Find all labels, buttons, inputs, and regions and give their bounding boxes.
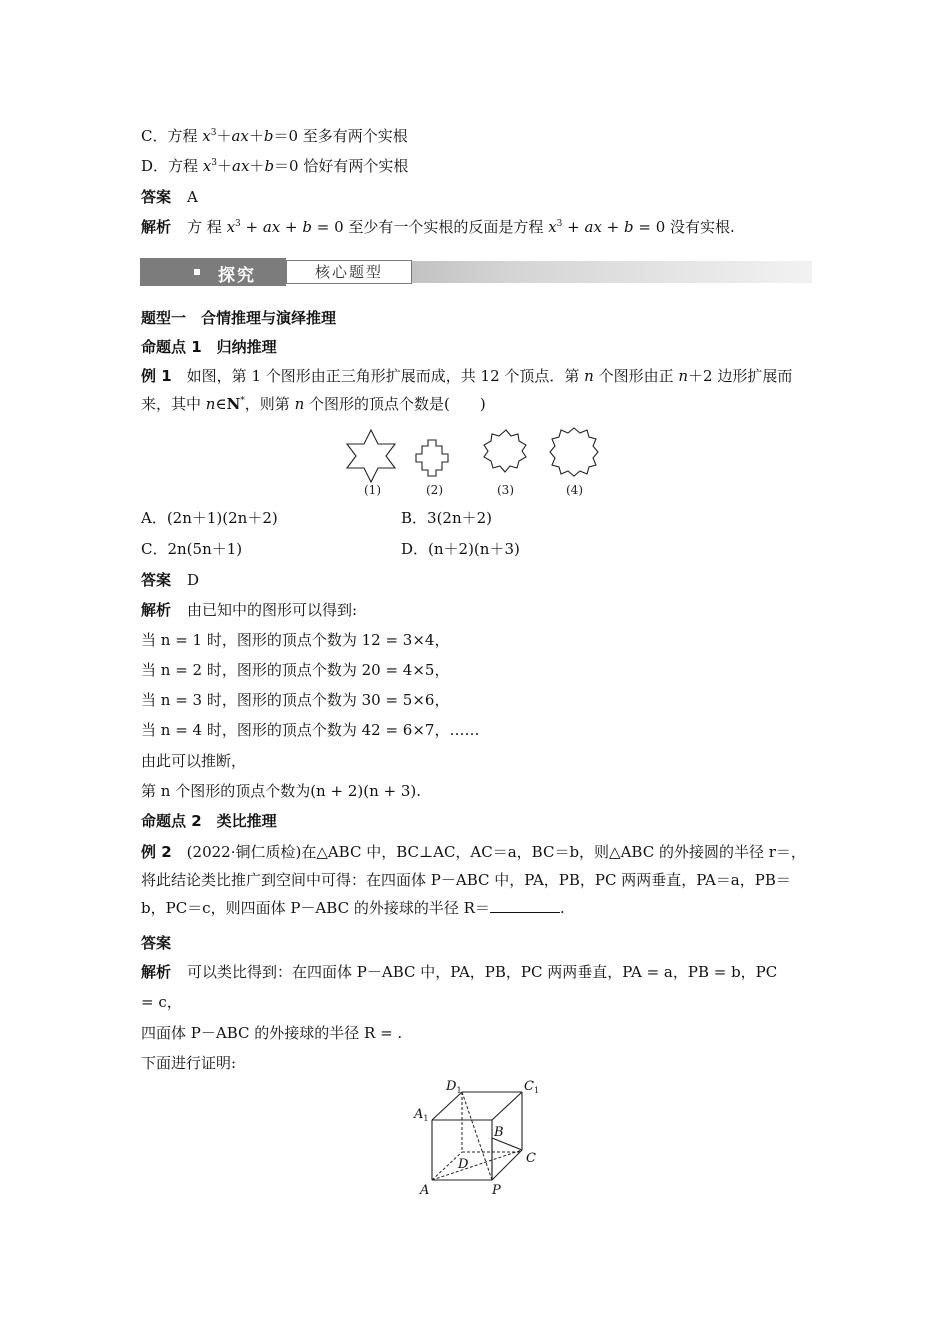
option-d-prev: D．方程 $x^3+ax+b=0$ 恰好有两个实根 [141, 157, 409, 175]
answer-1 [141, 187, 198, 207]
snowflake-figures [340, 424, 610, 500]
var-b: b [624, 218, 634, 236]
set-N: N [226, 395, 241, 413]
ex-text: ，则第 [244, 395, 295, 413]
option-a: A．(2n＋1)(2n＋2) [141, 509, 278, 527]
var-ax: ax [231, 127, 249, 145]
sol-text: 方 程 [187, 218, 227, 236]
solution-3-line-3: 四面体 P－ABC 的外接球的半径 R = . [141, 1024, 403, 1042]
label-B: B [494, 1125, 504, 1140]
sol-text: = 0 至少有一个实根的反面是方程 [312, 218, 549, 236]
cube-figure [410, 1078, 550, 1202]
var-x: x [226, 218, 236, 236]
question-type-heading: 题型一 合情推理与演绎推理 [141, 309, 337, 327]
solution-intro: 由已知中的图形可以得到: [187, 601, 358, 619]
option-d: D．(n＋2)(n＋3) [401, 540, 520, 558]
sol-text: + [240, 218, 263, 236]
square-bullet-icon [194, 269, 200, 275]
solution-2-line-3: 当 n = 3 时，图形的顶点个数为 30 = 5×6， [141, 691, 450, 709]
answer-value: D [187, 571, 200, 589]
var-x: x [548, 218, 557, 236]
banner-tag-explore: 探究 [218, 266, 256, 286]
example-label: 例 2 [141, 843, 172, 861]
solution-2-line-1: 当 n = 1 时，图形的顶点个数为 12 = 3×4， [141, 631, 450, 649]
solution-3-line-4: 下面进行证明: [141, 1054, 237, 1072]
figure-caption-2: (2) [426, 483, 443, 497]
sol-text: + [280, 218, 303, 236]
var-n: n [205, 395, 216, 413]
answer-label: 答案 [141, 934, 172, 952]
example-1 [141, 362, 813, 418]
answer-blank [490, 898, 560, 913]
solution-2-line-5: 由此可以推断， [141, 752, 247, 770]
var-n: n [678, 367, 689, 385]
option-c: C．2n(5n＋1) [141, 540, 243, 558]
answer-3 [141, 933, 171, 953]
solution-label: 解析 [141, 963, 172, 981]
star-figure-1 [347, 430, 395, 482]
example-label: 例 1 [141, 367, 172, 385]
example-2 [141, 838, 813, 922]
solution-2-intro [141, 600, 357, 620]
solution-1: 解析 方 程 $x^3$ + ax + b = 0 至少有一个实根的反面是方程 $x^3$ + ax + b = 0 没有实根. [141, 218, 735, 236]
sol-text: + [562, 218, 585, 236]
ex-text: ∈ [215, 395, 227, 413]
var-ax: ax [262, 218, 281, 236]
section-banner [140, 258, 812, 286]
sol-text: = 0 没有实根. [633, 218, 735, 236]
example-2-text: (2022·铜仁质检)在△ABC 中，BC⊥AC，AC＝a，BC＝b，则△ABC 的外接圆的半径 r＝，将此结论类比推广到空间中可得：在四面体 P－ABC 中，PA，PB，PC 两两垂直，PA＝a，PB＝b，PC＝c，则四面体 P－ABC 的外接球的半径 R＝ [141, 843, 806, 917]
label-A1: $A_1$ [414, 1107, 429, 1123]
ex-text: 如图，第 1 个图形由正三角形扩展而成，共 12 个顶点．第 [171, 367, 585, 385]
solution-3-line-2: = c， [141, 993, 182, 1011]
answer-value: A [187, 188, 198, 206]
label-D1: $D_1$ [446, 1079, 462, 1095]
plus-sign: ＋ [249, 157, 265, 175]
option-b: B．3(2n＋2) [401, 509, 493, 527]
pentagon-figure-3 [484, 430, 526, 472]
proposition-point-2: 命题点 2 类比推理 [141, 812, 277, 830]
solution-3-line-1 [141, 962, 777, 982]
solution-text: 可以类比得到：在四面体 P－ABC 中，PA，PB，PC 两两垂直，PA = a，PB = b，PC [187, 963, 778, 981]
answer-label: 答案 [141, 571, 172, 589]
answer-label: 答案 [141, 188, 172, 206]
solution-label: 解析 [141, 218, 172, 236]
option-c-label: C．方程 [141, 127, 203, 145]
var-x: x [202, 127, 211, 145]
figure-caption-1: (1) [364, 483, 381, 497]
option-c-tail: ＝0 至多有两个实根 [273, 127, 408, 145]
option-d-tail: ＝0 恰好有两个实根 [274, 157, 409, 175]
label-A: A [420, 1183, 430, 1198]
answer-2 [141, 570, 199, 590]
var-n: n [584, 367, 594, 385]
label-C1: $C_1$ [524, 1079, 540, 1095]
label-D: D [458, 1157, 469, 1172]
var-ax: ax [584, 218, 602, 236]
var-b: b [302, 218, 312, 236]
ex-text: 个图形由正 [593, 367, 679, 385]
figure-caption-4: (4) [566, 483, 583, 497]
solution-2-line-6: 第 n 个图形的顶点个数为(n + 2)(n + 3). [141, 782, 421, 800]
var-ax: ax [232, 157, 250, 175]
var-n: n [294, 395, 305, 413]
figure-caption-3: (3) [497, 483, 514, 497]
plus-sign: ＋ [216, 127, 232, 145]
ex-text: ＋2 边形扩展而来，其中 [141, 367, 793, 413]
var-b: b [264, 157, 275, 175]
option-d-label: D．方程 [141, 157, 203, 175]
hexagon-figure-4 [550, 428, 598, 476]
ex-text: 个图形的顶点个数是( ) [304, 395, 486, 413]
proposition-point-1: 命题点 1 归纳推理 [141, 338, 277, 356]
cross-figure-2 [416, 440, 448, 476]
var-x: x [202, 157, 212, 175]
label-C: C [526, 1151, 536, 1166]
var-b: b [263, 127, 274, 145]
solution-label: 解析 [141, 601, 172, 619]
banner-tag-core: 核心题型 [286, 260, 412, 284]
plus-sign: ＋ [217, 157, 233, 175]
option-c-prev: C．方程 $x^3+ax+b=0$ 至多有两个实根 [141, 127, 408, 145]
solution-2-line-4: 当 n = 4 时，图形的顶点个数为 42 = 6×7，…… [141, 721, 480, 739]
solution-2-line-2: 当 n = 2 时，图形的顶点个数为 20 = 4×5， [141, 661, 450, 679]
ex-end: . [559, 899, 565, 917]
sol-text: + [601, 218, 625, 236]
label-P: P [492, 1183, 501, 1198]
star-sup: * [240, 396, 245, 406]
banner-dark-block [140, 258, 286, 286]
plus-sign: ＋ [248, 127, 264, 145]
